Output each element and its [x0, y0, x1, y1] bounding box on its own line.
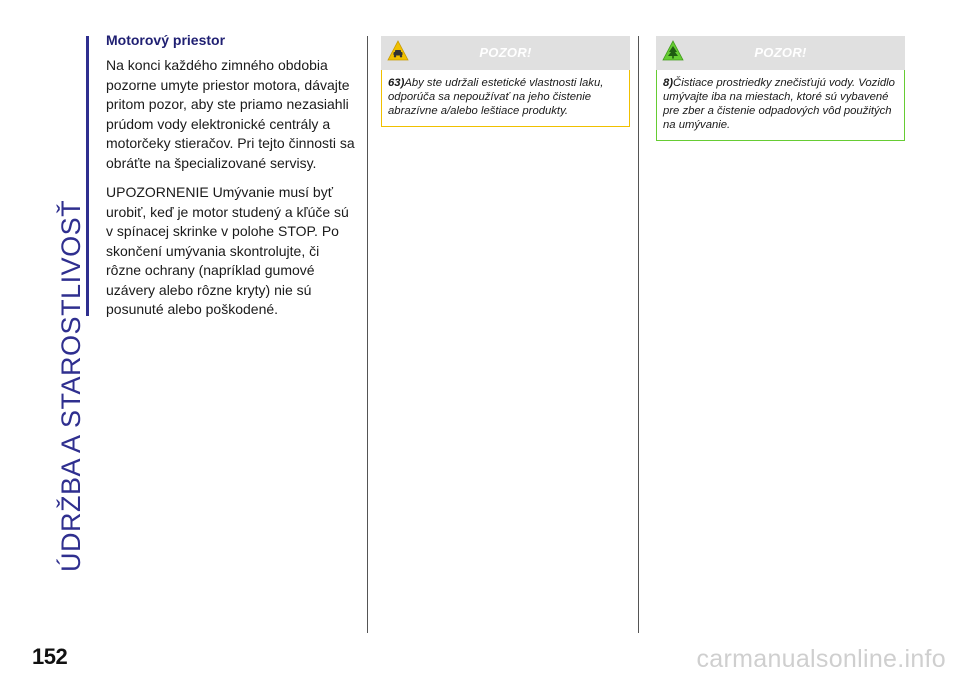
warning-number: 8)	[663, 77, 674, 89]
chapter-side-tab	[54, 26, 88, 572]
warning-box-paint	[381, 36, 630, 127]
warning-text: Čistiace prostriedky znečisťujú vody. Vozidlo umývajte iba na miestach, ktoré sú vybavené pre zber a čistenie odpadových vôd použitých na umývanie.	[663, 77, 895, 131]
section-paragraph-1: Na konci každého zimného obdobia pozorne umyte priestor motora, dávajte pritom pozor, aby ste priamo nezasiahli prúdom vody elektronické centrály a motorčeky stieračov. Pri tejto činnosti sa obráťte na špecializované servisy.	[106, 57, 355, 171]
warning-text: Aby ste udržali estetické vlastnosti laku, odporúča sa nepoužívať na jeho čistenie abrazívne a/alebo leštiace produkty.	[388, 77, 604, 117]
page-number: 152	[32, 644, 68, 669]
column-divider-2	[638, 36, 639, 633]
warning-header	[381, 36, 630, 70]
warning-body	[656, 70, 905, 141]
warning-header-label: POZOR!	[754, 45, 807, 60]
section-paragraph-2: UPOZORNENIE Umývanie musí byť urobiť, keď je motor studený a kľúče sú v spínacej skrinke v polohe STOP. Po skončení umývania skontrolujte, či rôzne ochrany (napríklad gumové uzávery alebo rôzne kryty) nie sú posunuté alebo poškodené.	[106, 184, 349, 317]
car-warning-icon	[387, 40, 409, 64]
chapter-title: ÚDRŽBA A STAROSTLIVOSŤ	[56, 199, 86, 572]
chapter-accent-bar	[86, 36, 89, 316]
main-text-column	[106, 32, 356, 330]
warning-header	[656, 36, 905, 70]
column-divider-1	[367, 36, 368, 633]
environment-tree-icon	[662, 40, 684, 64]
watermark: carmanualsonline.info	[696, 645, 946, 673]
section-title: Motorový priestor	[106, 32, 226, 48]
warning-box-environment	[656, 36, 905, 141]
warning-header-label: POZOR!	[479, 45, 532, 60]
warning-number: 63)	[388, 77, 405, 89]
warning-body	[381, 70, 630, 127]
